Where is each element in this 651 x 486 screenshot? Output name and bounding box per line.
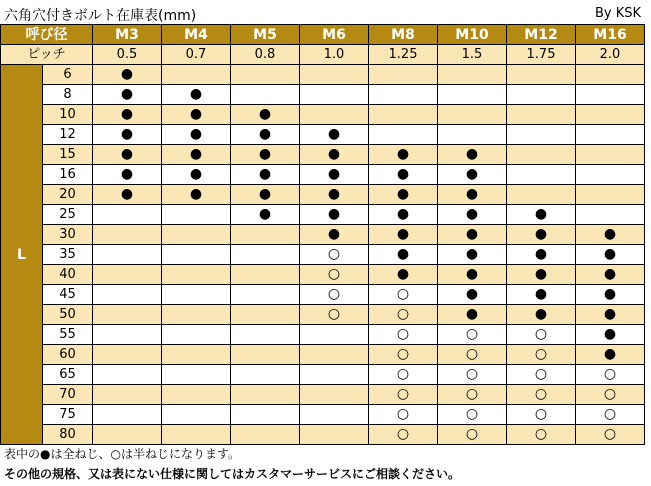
stock-cell <box>369 105 438 125</box>
legend-note: 表中の●は全ねじ、○は半ねじになります。 <box>4 447 240 461</box>
stock-cell <box>162 105 231 125</box>
full-thread-mark: ● <box>534 305 548 322</box>
stock-cell <box>507 325 576 345</box>
length-cell: 12 <box>43 125 93 145</box>
half-thread-mark: ○ <box>465 425 479 442</box>
stock-cell <box>93 265 162 285</box>
length-cell: 20 <box>43 185 93 205</box>
length-cell: 25 <box>43 205 93 225</box>
stock-cell <box>369 425 438 445</box>
full-thread-mark: ● <box>120 85 134 102</box>
length-cell: 35 <box>43 245 93 265</box>
stock-cell <box>369 65 438 85</box>
stock-cell <box>369 145 438 165</box>
table-row <box>1 305 645 325</box>
half-thread-mark: ○ <box>534 405 548 422</box>
stock-cell <box>231 225 300 245</box>
stock-cell <box>369 285 438 305</box>
stock-cell <box>93 125 162 145</box>
stock-cell <box>231 165 300 185</box>
stock-cell <box>300 245 369 265</box>
stock-cell <box>231 105 300 125</box>
page-title: 六角穴付きボルト在庫表(mm) <box>4 8 197 24</box>
stock-cell <box>369 185 438 205</box>
full-thread-mark: ● <box>258 105 272 122</box>
full-thread-mark: ● <box>327 125 341 142</box>
length-cell: 40 <box>43 265 93 285</box>
table-row <box>1 185 645 205</box>
stock-cell <box>300 385 369 405</box>
stock-cell <box>93 425 162 445</box>
pitch-label: ピッチ <box>1 45 93 65</box>
full-thread-mark: ● <box>258 185 272 202</box>
stock-cell <box>300 365 369 385</box>
table-row <box>1 125 645 145</box>
stock-cell <box>162 325 231 345</box>
stock-cell <box>93 165 162 185</box>
stock-cell <box>438 345 507 365</box>
full-thread-mark: ● <box>465 245 479 262</box>
stock-cell <box>93 345 162 365</box>
full-thread-mark: ● <box>120 145 134 162</box>
half-thread-mark: ○ <box>396 305 410 322</box>
full-thread-mark: ● <box>327 185 341 202</box>
full-thread-mark: ● <box>603 285 617 302</box>
stock-cell <box>507 385 576 405</box>
stock-cell <box>93 65 162 85</box>
full-thread-mark: ● <box>534 265 548 282</box>
stock-cell <box>162 405 231 425</box>
stock-cell <box>369 85 438 105</box>
stock-cell <box>438 365 507 385</box>
half-thread-mark: ○ <box>603 365 617 382</box>
stock-cell <box>231 145 300 165</box>
stock-cell <box>300 165 369 185</box>
pitch-cell: 2.0 <box>576 45 645 65</box>
length-cell: 55 <box>43 325 93 345</box>
table-row <box>1 225 645 245</box>
table-row <box>1 105 645 125</box>
half-thread-mark: ○ <box>465 365 479 382</box>
contact-note: その他の規格、又は表にない仕様に関してはカスタマーサービスにご相談ください。 <box>4 467 461 481</box>
full-thread-mark: ● <box>120 125 134 142</box>
half-thread-mark: ○ <box>534 385 548 402</box>
stock-cell <box>93 365 162 385</box>
size-header-cell: M12 <box>507 25 576 45</box>
stock-cell <box>300 265 369 285</box>
stock-cell <box>576 265 645 285</box>
table-row <box>1 65 645 85</box>
stock-cell <box>231 345 300 365</box>
stock-cell <box>438 245 507 265</box>
stock-cell <box>93 325 162 345</box>
full-thread-mark: ● <box>120 105 134 122</box>
full-thread-mark: ● <box>396 185 410 202</box>
full-thread-mark: ● <box>258 145 272 162</box>
full-thread-mark: ● <box>396 205 410 222</box>
half-thread-mark: ○ <box>603 385 617 402</box>
stock-cell <box>438 325 507 345</box>
stock-cell <box>231 425 300 445</box>
length-cell: 50 <box>43 305 93 325</box>
pitch-cell: 1.25 <box>369 45 438 65</box>
stock-cell <box>576 185 645 205</box>
stock-cell <box>438 125 507 145</box>
stock-cell <box>369 165 438 185</box>
table-row <box>1 325 645 345</box>
stock-cell <box>507 225 576 245</box>
stock-cell <box>576 125 645 145</box>
full-thread-mark: ● <box>603 245 617 262</box>
stock-cell <box>93 285 162 305</box>
stock-cell <box>438 145 507 165</box>
full-thread-mark: ● <box>189 165 203 182</box>
length-cell: 75 <box>43 405 93 425</box>
stock-cell <box>369 325 438 345</box>
stock-cell <box>93 305 162 325</box>
full-thread-mark: ● <box>465 185 479 202</box>
stock-cell <box>369 385 438 405</box>
stock-cell <box>93 85 162 105</box>
full-thread-mark: ● <box>189 125 203 142</box>
half-thread-mark: ○ <box>396 285 410 302</box>
length-cell: 60 <box>43 345 93 365</box>
stock-cell <box>507 245 576 265</box>
stock-cell <box>162 265 231 285</box>
stock-cell <box>300 425 369 445</box>
pitch-cell: 0.5 <box>93 45 162 65</box>
table-row <box>1 85 645 105</box>
stock-cell <box>507 265 576 285</box>
stock-cell <box>438 225 507 245</box>
half-thread-mark: ○ <box>534 325 548 342</box>
length-cell: 80 <box>43 425 93 445</box>
full-thread-mark: ● <box>327 165 341 182</box>
full-thread-mark: ● <box>396 165 410 182</box>
full-thread-mark: ● <box>465 225 479 242</box>
size-header-cell: M3 <box>93 25 162 45</box>
half-thread-mark: ○ <box>396 345 410 362</box>
stock-cell <box>369 365 438 385</box>
full-thread-mark: ● <box>396 225 410 242</box>
stock-cell <box>507 405 576 425</box>
length-cell: 65 <box>43 365 93 385</box>
stock-cell <box>93 185 162 205</box>
size-header-cell: M5 <box>231 25 300 45</box>
full-thread-mark: ● <box>465 285 479 302</box>
full-thread-mark: ● <box>534 245 548 262</box>
stock-cell <box>438 105 507 125</box>
half-thread-mark: ○ <box>603 425 617 442</box>
half-thread-mark: ○ <box>327 285 341 302</box>
length-cell: 70 <box>43 385 93 405</box>
stock-cell <box>369 245 438 265</box>
full-thread-mark: ● <box>603 225 617 242</box>
stock-cell <box>438 425 507 445</box>
length-cell: 45 <box>43 285 93 305</box>
stock-cell <box>231 85 300 105</box>
full-thread-mark: ● <box>603 305 617 322</box>
full-thread-mark: ● <box>465 145 479 162</box>
full-thread-mark: ● <box>396 265 410 282</box>
stock-cell <box>369 265 438 285</box>
stock-cell <box>300 105 369 125</box>
stock-cell <box>93 225 162 245</box>
stock-cell <box>507 205 576 225</box>
half-thread-mark: ○ <box>327 245 341 262</box>
nominal-diameter-label: 呼び径 <box>1 25 93 45</box>
stock-cell <box>438 165 507 185</box>
full-thread-mark: ● <box>327 225 341 242</box>
table-row <box>1 165 645 185</box>
author-credit: By KSK <box>594 6 641 21</box>
stock-cell <box>438 385 507 405</box>
stock-cell <box>576 65 645 85</box>
stock-cell <box>162 205 231 225</box>
stock-cell <box>162 285 231 305</box>
stock-cell <box>507 345 576 365</box>
table-row <box>1 145 645 165</box>
stock-cell <box>576 245 645 265</box>
table-row <box>1 405 645 425</box>
stock-cell <box>507 365 576 385</box>
stock-cell <box>507 425 576 445</box>
stock-cell <box>162 385 231 405</box>
stock-cell <box>576 405 645 425</box>
full-thread-mark: ● <box>603 345 617 362</box>
pitch-row <box>1 45 645 65</box>
stock-cell <box>231 405 300 425</box>
table-row <box>1 345 645 365</box>
size-header-row <box>1 25 645 45</box>
stock-cell <box>438 285 507 305</box>
full-thread-mark: ● <box>534 225 548 242</box>
stock-cell <box>162 185 231 205</box>
stock-cell <box>507 85 576 105</box>
full-thread-mark: ● <box>465 305 479 322</box>
stock-cell <box>438 265 507 285</box>
stock-cell <box>369 305 438 325</box>
half-thread-mark: ○ <box>465 405 479 422</box>
length-cell: 15 <box>43 145 93 165</box>
full-thread-mark: ● <box>189 145 203 162</box>
full-thread-mark: ● <box>189 185 203 202</box>
size-header-cell: M10 <box>438 25 507 45</box>
stock-cell <box>576 305 645 325</box>
pitch-cell: 1.75 <box>507 45 576 65</box>
size-header-cell: M16 <box>576 25 645 45</box>
table-row <box>1 385 645 405</box>
stock-cell <box>438 185 507 205</box>
stock-cell <box>231 305 300 325</box>
stock-cell <box>231 245 300 265</box>
stock-cell <box>507 145 576 165</box>
stock-cell <box>300 85 369 105</box>
half-thread-mark: ○ <box>534 365 548 382</box>
length-cell: 8 <box>43 85 93 105</box>
full-thread-mark: ● <box>603 265 617 282</box>
stock-cell <box>162 245 231 265</box>
stock-cell <box>231 65 300 85</box>
table-row <box>1 285 645 305</box>
stock-cell <box>576 425 645 445</box>
stock-cell <box>162 425 231 445</box>
half-thread-mark: ○ <box>327 305 341 322</box>
stock-cell <box>438 65 507 85</box>
stock-cell <box>231 365 300 385</box>
size-header-cell: M4 <box>162 25 231 45</box>
full-thread-mark: ● <box>327 205 341 222</box>
half-thread-mark: ○ <box>534 345 548 362</box>
full-thread-mark: ● <box>120 65 134 82</box>
full-thread-mark: ● <box>603 325 617 342</box>
full-thread-mark: ● <box>189 85 203 102</box>
stock-cell <box>576 145 645 165</box>
half-thread-mark: ○ <box>396 405 410 422</box>
full-thread-mark: ● <box>534 285 548 302</box>
stock-cell <box>576 105 645 125</box>
stock-cell <box>576 345 645 365</box>
full-thread-mark: ● <box>258 125 272 142</box>
stock-cell <box>369 405 438 425</box>
stock-cell <box>438 85 507 105</box>
half-thread-mark: ○ <box>396 425 410 442</box>
stock-cell <box>162 85 231 105</box>
pitch-cell: 0.7 <box>162 45 231 65</box>
full-thread-mark: ● <box>465 205 479 222</box>
length-axis-label: L <box>1 65 43 445</box>
length-cell: 16 <box>43 165 93 185</box>
stock-cell <box>576 225 645 245</box>
stock-cell <box>438 305 507 325</box>
size-header-cell: M8 <box>369 25 438 45</box>
stock-cell <box>300 305 369 325</box>
stock-cell <box>162 225 231 245</box>
stock-cell <box>231 185 300 205</box>
pitch-cell: 0.8 <box>231 45 300 65</box>
pitch-cell: 1.0 <box>300 45 369 65</box>
stock-cell <box>576 285 645 305</box>
table-row <box>1 425 645 445</box>
stock-cell <box>507 105 576 125</box>
stock-cell <box>576 165 645 185</box>
stock-cell <box>231 325 300 345</box>
half-thread-mark: ○ <box>396 385 410 402</box>
stock-cell <box>369 225 438 245</box>
stock-cell <box>438 405 507 425</box>
stock-cell <box>300 65 369 85</box>
stock-cell <box>300 205 369 225</box>
stock-cell <box>369 205 438 225</box>
full-thread-mark: ● <box>327 145 341 162</box>
stock-cell <box>93 205 162 225</box>
full-thread-mark: ● <box>120 185 134 202</box>
stock-cell <box>576 85 645 105</box>
pitch-cell: 1.5 <box>438 45 507 65</box>
stock-cell <box>300 325 369 345</box>
stock-cell <box>300 405 369 425</box>
stock-cell <box>162 345 231 365</box>
stock-cell <box>438 205 507 225</box>
stock-table <box>0 24 645 445</box>
stock-cell <box>231 285 300 305</box>
table-row <box>1 265 645 285</box>
stock-cell <box>93 405 162 425</box>
stock-cell <box>300 285 369 305</box>
stock-cell <box>576 385 645 405</box>
full-thread-mark: ● <box>534 205 548 222</box>
stock-cell <box>507 165 576 185</box>
stock-cell <box>162 365 231 385</box>
full-thread-mark: ● <box>396 145 410 162</box>
half-thread-mark: ○ <box>465 325 479 342</box>
stock-cell <box>369 125 438 145</box>
stock-cell <box>300 225 369 245</box>
length-cell: 10 <box>43 105 93 125</box>
stock-cell <box>162 145 231 165</box>
stock-cell <box>231 385 300 405</box>
stock-cell <box>162 125 231 145</box>
half-thread-mark: ○ <box>465 345 479 362</box>
half-thread-mark: ○ <box>603 405 617 422</box>
full-thread-mark: ● <box>396 245 410 262</box>
table-row <box>1 365 645 385</box>
half-thread-mark: ○ <box>396 325 410 342</box>
stock-cell <box>231 125 300 145</box>
stock-cell <box>162 305 231 325</box>
stock-cell <box>231 205 300 225</box>
stock-cell <box>507 185 576 205</box>
stock-cell <box>93 385 162 405</box>
stock-cell <box>300 185 369 205</box>
stock-cell <box>93 145 162 165</box>
stock-cell <box>300 125 369 145</box>
stock-cell <box>576 205 645 225</box>
half-thread-mark: ○ <box>534 425 548 442</box>
full-thread-mark: ● <box>258 165 272 182</box>
half-thread-mark: ○ <box>327 265 341 282</box>
half-thread-mark: ○ <box>465 385 479 402</box>
length-cell: 30 <box>43 225 93 245</box>
table-row <box>1 245 645 265</box>
length-cell: 6 <box>43 65 93 85</box>
full-thread-mark: ● <box>465 265 479 282</box>
stock-cell <box>507 305 576 325</box>
half-thread-mark: ○ <box>396 365 410 382</box>
stock-cell <box>576 365 645 385</box>
stock-cell <box>300 345 369 365</box>
stock-cell <box>162 65 231 85</box>
stock-cell <box>507 285 576 305</box>
stock-cell <box>369 345 438 365</box>
stock-cell <box>507 65 576 85</box>
full-thread-mark: ● <box>465 165 479 182</box>
full-thread-mark: ● <box>258 205 272 222</box>
stock-cell <box>162 165 231 185</box>
full-thread-mark: ● <box>189 105 203 122</box>
size-header-cell: M6 <box>300 25 369 45</box>
stock-cell <box>93 105 162 125</box>
table-row <box>1 205 645 225</box>
stock-cell <box>231 265 300 285</box>
stock-cell <box>576 325 645 345</box>
full-thread-mark: ● <box>120 165 134 182</box>
stock-cell <box>507 125 576 145</box>
stock-cell <box>300 145 369 165</box>
stock-cell <box>93 245 162 265</box>
